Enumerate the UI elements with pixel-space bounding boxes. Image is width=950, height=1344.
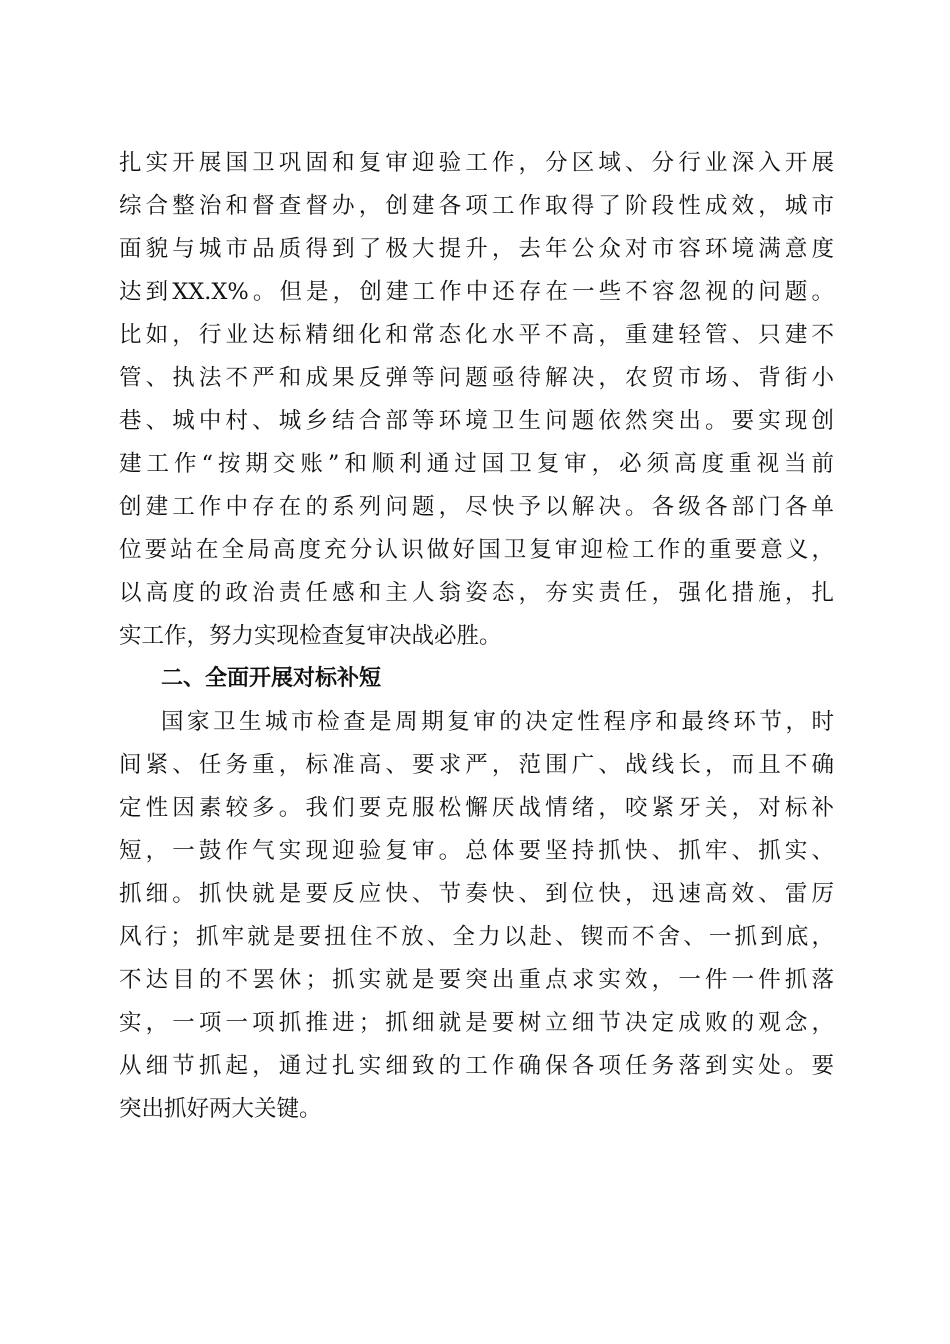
paragraph-1-line: 以高度的政治责任感和主人翁姿态，夯实责任，强化措施，扎 xyxy=(119,580,834,606)
section-heading: 二、全面开展对标补短 xyxy=(161,666,382,691)
paragraph-1-line: 面貌与城市品质得到了极大提升，去年公众对市容环境满意度 xyxy=(119,236,834,262)
paragraph-2-line: 国家卫生城市检查是周期复审的决定性程序和最终环节，时 xyxy=(161,709,834,735)
paragraph-1-line: 巷、城中村、城乡结合部等环境卫生问题依然突出。要实现创 xyxy=(119,408,834,434)
paragraph-1-line: 建工作“按期交账”和顺利通过国卫复审，必须高度重视当前 xyxy=(119,451,834,477)
paragraph-1-line: 比如，行业达标精细化和常态化水平不高，重建轻管、只建不 xyxy=(119,322,834,348)
paragraph-2-line: 从细节抓起，通过扎实细致的工作确保各项任务落到实处。要 xyxy=(119,1053,834,1079)
paragraph-1-line: 综合整治和督查督办，创建各项工作取得了阶段性成效，城市 xyxy=(119,193,834,219)
paragraph-1-line: 扎实开展国卫巩固和复审迎验工作，分区域、分行业深入开展 xyxy=(119,150,834,176)
paragraph-2-line: 短，一鼓作气实现迎验复审。总体要坚持抓快、抓牢、抓实、 xyxy=(119,838,834,864)
paragraph-2-line: 抓细。抓快就是要反应快、节奏快、到位快，迅速高效、雷厉 xyxy=(119,881,834,907)
paragraph-1-line: 创建工作中存在的系列问题，尽快予以解决。各级各部门各单 xyxy=(119,494,834,520)
paragraph-2-line: 不达目的不罢休；抓实就是要突出重点求实效，一件一件抓落 xyxy=(119,967,834,993)
paragraph-1-line: 管、执法不严和成果反弹等问题亟待解决，农贸市场、背街小 xyxy=(119,365,834,391)
paragraph-1-line: 位要站在全局高度充分认识做好国卫复审迎检工作的重要意义， xyxy=(119,537,834,563)
paragraph-2-line: 风行；抓牢就是要扭住不放、全力以赴、锲而不舍、一抓到底， xyxy=(119,924,834,950)
paragraph-1-line: 实工作，努力实现检查复审决战必胜。 xyxy=(119,623,502,649)
paragraph-1-line: 达到XX.X%。但是，创建工作中还存在一些不容忽视的问题。 xyxy=(119,279,834,305)
paragraph-2-line: 定性因素较多。我们要克服松懈厌战情绪，咬紧牙关，对标补 xyxy=(119,795,834,821)
paragraph-2-line: 突出抓好两大关键。 xyxy=(119,1096,322,1122)
paragraph-2-line: 间紧、任务重，标准高、要求严，范围广、战线长，而且不确 xyxy=(119,752,834,778)
paragraph-2-line: 实，一项一项抓推进；抓细就是要树立细节决定成败的观念， xyxy=(119,1010,834,1036)
